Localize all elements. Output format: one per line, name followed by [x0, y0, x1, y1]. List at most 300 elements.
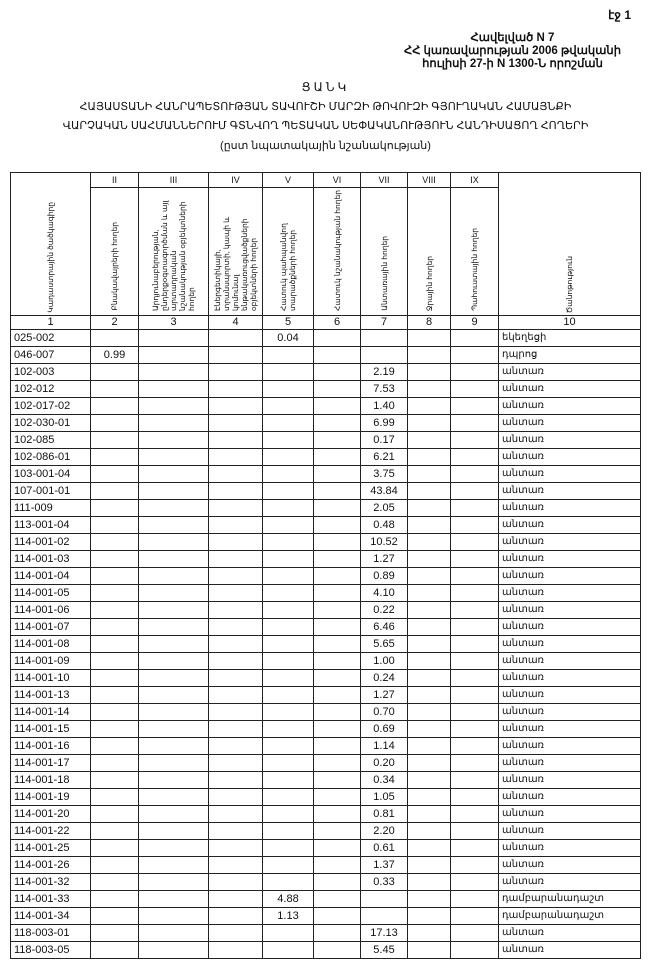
- area-cell: [408, 415, 451, 432]
- area-cell: [139, 432, 209, 449]
- roman-numeral-cell: VI: [314, 173, 361, 188]
- area-cell: [314, 619, 361, 636]
- table-row: [11, 874, 641, 891]
- area-cell: [408, 381, 451, 398]
- cadastral-code-cell: 114-001-03: [11, 551, 91, 568]
- area-cell: [263, 619, 314, 636]
- area-cell: [91, 381, 139, 398]
- area-cell: [451, 789, 499, 806]
- table-row: [11, 942, 641, 959]
- area-cell: [314, 925, 361, 942]
- land-table: [10, 172, 641, 959]
- page-number: էջ 1: [608, 8, 631, 22]
- area-cell: 1.14: [361, 738, 408, 755]
- area-cell: [263, 704, 314, 721]
- area-cell: [451, 908, 499, 925]
- area-cell: [139, 517, 209, 534]
- area-cell: 4.88: [263, 891, 314, 908]
- cadastral-code-cell: 114-001-08: [11, 636, 91, 653]
- roman-numeral-cell: VII: [361, 173, 408, 188]
- area-cell: [209, 364, 263, 381]
- note-cell: անտառ: [499, 925, 641, 942]
- area-cell: [314, 432, 361, 449]
- area-cell: [91, 789, 139, 806]
- area-cell: 2.05: [361, 500, 408, 517]
- area-cell: [451, 738, 499, 755]
- area-cell: [139, 585, 209, 602]
- annex-line-1: Հավելված N 7: [470, 32, 555, 44]
- area-cell: [314, 704, 361, 721]
- area-cell: [408, 398, 451, 415]
- area-cell: [314, 347, 361, 364]
- area-cell: [139, 874, 209, 891]
- area-cell: [139, 857, 209, 874]
- note-cell: անտառ: [499, 568, 641, 585]
- area-cell: [314, 381, 361, 398]
- title-line-1: ՀԱՅԱՍՏԱՆԻ ՀԱՆՐԱՊԵՏՈՒԹՅԱՆ ՏԱՎՈՒՇԻ ՄԱՐԶԻ ԹՈՎՈՒԶԻ ԳՅՈՒՂԱԿԱՆ ՀԱՄԱՅՆՔԻ: [79, 101, 572, 113]
- area-cell: [408, 653, 451, 670]
- area-cell: [209, 925, 263, 942]
- cadastral-code-cell: 114-001-18: [11, 772, 91, 789]
- area-cell: [314, 857, 361, 874]
- area-cell: [209, 772, 263, 789]
- area-cell: [408, 364, 451, 381]
- area-cell: [451, 772, 499, 789]
- area-cell: [314, 483, 361, 500]
- area-cell: [408, 568, 451, 585]
- area-cell: [263, 874, 314, 891]
- area-cell: [451, 602, 499, 619]
- cadastral-code-cell: 114-001-22: [11, 823, 91, 840]
- cadastral-code-cell: 046-007: [11, 347, 91, 364]
- note-cell: անտառ: [499, 687, 641, 704]
- area-cell: 6.21: [361, 449, 408, 466]
- area-cell: [314, 755, 361, 772]
- roman-numeral-cell: III: [139, 173, 209, 188]
- area-cell: [209, 789, 263, 806]
- column-header: [361, 188, 408, 316]
- table-row: [11, 466, 641, 483]
- area-cell: [91, 432, 139, 449]
- note-cell: անտառ: [499, 721, 641, 738]
- area-cell: [451, 653, 499, 670]
- area-cell: [91, 908, 139, 925]
- area-cell: 1.13: [263, 908, 314, 925]
- annex-line-3: հուլիսի 27-ի N 1300-Ն որոշման: [422, 58, 603, 70]
- area-cell: [408, 551, 451, 568]
- area-cell: [451, 415, 499, 432]
- area-cell: [263, 823, 314, 840]
- area-cell: [91, 942, 139, 959]
- cadastral-code-cell: 114-001-13: [11, 687, 91, 704]
- area-cell: [408, 908, 451, 925]
- note-cell: եկեղեցի: [499, 330, 641, 347]
- area-cell: [139, 347, 209, 364]
- area-cell: [209, 857, 263, 874]
- area-cell: [91, 925, 139, 942]
- area-cell: [139, 891, 209, 908]
- area-cell: [314, 636, 361, 653]
- area-cell: [361, 330, 408, 347]
- area-cell: [91, 568, 139, 585]
- area-cell: [139, 806, 209, 823]
- area-cell: [451, 925, 499, 942]
- cadastral-code-cell: 102-085: [11, 432, 91, 449]
- column-header-label: Հատուկ նշանակության հողեր: [332, 190, 342, 311]
- area-cell: [209, 381, 263, 398]
- area-cell: [314, 449, 361, 466]
- column-header-label: Էներգետիկայի, տրանսպորտի, կապի և կոմունալ ենթակառուցվածքների օբյեկտների հողեր: [213, 216, 258, 311]
- column-header-label: Արդյունաբերության, ընդերքօգտագործման և այլ արտադրական նշանակության օբյեկտների հողեր: [151, 200, 196, 311]
- area-cell: [314, 364, 361, 381]
- area-cell: [91, 398, 139, 415]
- cadastral-code-cell: 114-001-33: [11, 891, 91, 908]
- area-cell: [91, 755, 139, 772]
- area-cell: [91, 602, 139, 619]
- area-cell: [91, 415, 139, 432]
- area-cell: [408, 466, 451, 483]
- area-cell: [451, 857, 499, 874]
- column-number-row: [11, 316, 641, 330]
- area-cell: [209, 347, 263, 364]
- table-row: [11, 687, 641, 704]
- area-cell: [263, 364, 314, 381]
- area-cell: 7.53: [361, 381, 408, 398]
- note-cell: անտառ: [499, 823, 641, 840]
- cadastral-code-cell: 114-001-06: [11, 602, 91, 619]
- area-cell: [314, 891, 361, 908]
- area-cell: [451, 381, 499, 398]
- area-cell: [263, 534, 314, 551]
- note-cell: անտառ: [499, 874, 641, 891]
- cadastral-code-cell: 102-012: [11, 381, 91, 398]
- area-cell: [139, 568, 209, 585]
- area-cell: [263, 738, 314, 755]
- area-cell: [263, 840, 314, 857]
- area-cell: [451, 398, 499, 415]
- cadastral-code-cell: 114-001-07: [11, 619, 91, 636]
- area-cell: [139, 687, 209, 704]
- note-cell: անտառ: [499, 551, 641, 568]
- area-cell: [263, 942, 314, 959]
- note-cell: անտառ: [499, 483, 641, 500]
- area-cell: [408, 806, 451, 823]
- table-row: [11, 551, 641, 568]
- area-cell: [139, 364, 209, 381]
- area-cell: [408, 925, 451, 942]
- area-cell: [314, 585, 361, 602]
- area-cell: [91, 330, 139, 347]
- area-cell: [451, 806, 499, 823]
- area-cell: [314, 653, 361, 670]
- area-cell: [91, 806, 139, 823]
- roman-numeral-cell: VIII: [408, 173, 451, 188]
- area-cell: [91, 619, 139, 636]
- column-number: 3: [139, 316, 209, 330]
- area-cell: [139, 823, 209, 840]
- area-cell: [91, 585, 139, 602]
- area-cell: [314, 670, 361, 687]
- area-cell: 0.04: [263, 330, 314, 347]
- area-cell: 0.48: [361, 517, 408, 534]
- note-cell: անտառ: [499, 840, 641, 857]
- area-cell: [209, 585, 263, 602]
- area-cell: 5.65: [361, 636, 408, 653]
- area-cell: [408, 755, 451, 772]
- area-cell: [209, 874, 263, 891]
- note-cell: անտառ: [499, 432, 641, 449]
- area-cell: [451, 823, 499, 840]
- area-cell: [139, 381, 209, 398]
- area-cell: [209, 568, 263, 585]
- area-cell: [263, 415, 314, 432]
- table-row: [11, 415, 641, 432]
- table-row: [11, 755, 641, 772]
- table-row: [11, 806, 641, 823]
- area-cell: [451, 483, 499, 500]
- table-row: [11, 568, 641, 585]
- area-cell: [451, 330, 499, 347]
- area-cell: [91, 449, 139, 466]
- note-cell: անտառ: [499, 619, 641, 636]
- area-cell: [408, 483, 451, 500]
- cadastral-code-cell: 114-001-16: [11, 738, 91, 755]
- column-number: 4: [209, 316, 263, 330]
- area-cell: [408, 874, 451, 891]
- area-cell: 0.34: [361, 772, 408, 789]
- area-cell: [263, 381, 314, 398]
- title-line-2: ՎԱՐՉԱԿԱՆ ՍԱՀՄԱՆՆԵՐՈՒՄ ԳՏՆՎՈՂ ՊԵՏԱԿԱՆ ՍԵՓԱԿԱՆՈՒԹՅՈՒՆ ՀԱՆԴԻՍԱՑՈՂ ՀՈՂԵՐԻ: [62, 120, 589, 132]
- column-header: [451, 188, 499, 316]
- table-row: [11, 330, 641, 347]
- area-cell: 0.69: [361, 721, 408, 738]
- note-cell: անտառ: [499, 602, 641, 619]
- area-cell: [263, 585, 314, 602]
- area-cell: [209, 619, 263, 636]
- table-row: [11, 823, 641, 840]
- area-cell: [139, 619, 209, 636]
- area-cell: [408, 347, 451, 364]
- area-cell: [263, 806, 314, 823]
- column-header-label: Ծանոթություն: [565, 255, 574, 313]
- area-cell: [139, 483, 209, 500]
- area-cell: [263, 449, 314, 466]
- note-cell: անտառ: [499, 789, 641, 806]
- area-cell: [361, 347, 408, 364]
- document-subtitle: (ըստ նպատակային նշանակության): [220, 140, 431, 152]
- area-cell: [209, 891, 263, 908]
- cadastral-code-cell: 114-001-02: [11, 534, 91, 551]
- area-cell: [451, 449, 499, 466]
- area-cell: [209, 398, 263, 415]
- area-cell: [139, 908, 209, 925]
- area-cell: [209, 687, 263, 704]
- area-cell: [408, 891, 451, 908]
- area-cell: [263, 432, 314, 449]
- area-cell: [139, 466, 209, 483]
- area-cell: 1.37: [361, 857, 408, 874]
- area-cell: [408, 636, 451, 653]
- area-cell: [408, 687, 451, 704]
- area-cell: [263, 398, 314, 415]
- table-row: [11, 449, 641, 466]
- note-cell: անտառ: [499, 670, 641, 687]
- table-row: [11, 398, 641, 415]
- area-cell: [263, 755, 314, 772]
- column-number: 7: [361, 316, 408, 330]
- area-cell: 0.17: [361, 432, 408, 449]
- area-cell: [408, 602, 451, 619]
- area-cell: 2.19: [361, 364, 408, 381]
- area-cell: [139, 789, 209, 806]
- area-cell: [263, 670, 314, 687]
- area-cell: [209, 738, 263, 755]
- cadastral-code-cell: 113-001-04: [11, 517, 91, 534]
- area-cell: 0.89: [361, 568, 408, 585]
- note-cell: անտառ: [499, 772, 641, 789]
- cadastral-code-cell: 118-003-01: [11, 925, 91, 942]
- column-header: [314, 188, 361, 316]
- area-cell: 6.46: [361, 619, 408, 636]
- area-cell: [451, 636, 499, 653]
- area-cell: [209, 432, 263, 449]
- note-cell: անտառ: [499, 653, 641, 670]
- area-cell: [314, 415, 361, 432]
- table-row: [11, 636, 641, 653]
- area-cell: 17.13: [361, 925, 408, 942]
- area-cell: [408, 619, 451, 636]
- area-cell: [209, 517, 263, 534]
- area-cell: [361, 908, 408, 925]
- area-cell: [139, 330, 209, 347]
- area-cell: [451, 840, 499, 857]
- cadastral-code-cell: 114-001-09: [11, 653, 91, 670]
- roman-numeral-cell: IV: [209, 173, 263, 188]
- area-cell: [408, 517, 451, 534]
- area-cell: [139, 925, 209, 942]
- area-cell: [209, 636, 263, 653]
- area-cell: [314, 687, 361, 704]
- area-cell: [209, 330, 263, 347]
- cadastral-code-cell: 114-001-10: [11, 670, 91, 687]
- area-cell: [314, 789, 361, 806]
- area-cell: [139, 772, 209, 789]
- area-cell: [209, 840, 263, 857]
- area-cell: 1.05: [361, 789, 408, 806]
- area-cell: 0.20: [361, 755, 408, 772]
- area-cell: [314, 568, 361, 585]
- area-cell: [314, 398, 361, 415]
- roman-numeral-row: [11, 173, 641, 188]
- column-header: [139, 188, 209, 316]
- cadastral-code-cell: 114-001-15: [11, 721, 91, 738]
- area-cell: [91, 466, 139, 483]
- area-cell: [314, 721, 361, 738]
- table-row: [11, 483, 641, 500]
- note-cell: անտառ: [499, 415, 641, 432]
- document-title: [0, 98, 651, 136]
- area-cell: 0.33: [361, 874, 408, 891]
- area-cell: [139, 721, 209, 738]
- area-cell: [139, 534, 209, 551]
- cadastral-code-cell: 102-030-01: [11, 415, 91, 432]
- note-cell: անտառ: [499, 755, 641, 772]
- cadastral-code-cell: 114-001-25: [11, 840, 91, 857]
- column-header-label: Կադաստրային ծածկագիրը: [46, 202, 55, 313]
- area-cell: [451, 670, 499, 687]
- note-cell: դամբարանադաշտ: [499, 908, 641, 925]
- area-cell: [263, 789, 314, 806]
- area-cell: [314, 942, 361, 959]
- cadastral-code-cell: 114-001-20: [11, 806, 91, 823]
- area-cell: 3.75: [361, 466, 408, 483]
- table-row: [11, 534, 641, 551]
- area-cell: [91, 670, 139, 687]
- area-cell: [263, 602, 314, 619]
- roman-numeral-cell: II: [91, 173, 139, 188]
- area-cell: [263, 653, 314, 670]
- area-cell: [139, 755, 209, 772]
- cadastral-code-cell: 114-001-04: [11, 568, 91, 585]
- area-cell: [209, 755, 263, 772]
- area-cell: [139, 636, 209, 653]
- area-cell: 1.40: [361, 398, 408, 415]
- note-cell: անտառ: [499, 449, 641, 466]
- area-cell: [209, 483, 263, 500]
- area-cell: [263, 772, 314, 789]
- area-cell: [451, 891, 499, 908]
- area-cell: [139, 670, 209, 687]
- area-cell: [451, 585, 499, 602]
- area-cell: [91, 483, 139, 500]
- area-cell: [408, 840, 451, 857]
- note-cell: անտառ: [499, 398, 641, 415]
- area-cell: [451, 364, 499, 381]
- area-cell: [314, 330, 361, 347]
- area-cell: [408, 704, 451, 721]
- area-cell: [408, 534, 451, 551]
- area-cell: [263, 466, 314, 483]
- area-cell: [263, 517, 314, 534]
- column-header: [408, 188, 451, 316]
- area-cell: [209, 806, 263, 823]
- area-cell: [451, 551, 499, 568]
- note-cell: անտառ: [499, 636, 641, 653]
- note-cell: անտառ: [499, 942, 641, 959]
- area-cell: [209, 415, 263, 432]
- area-cell: [91, 636, 139, 653]
- area-cell: [139, 415, 209, 432]
- cadastral-code-cell: 111-009: [11, 500, 91, 517]
- area-cell: 0.24: [361, 670, 408, 687]
- note-cell: անտառ: [499, 738, 641, 755]
- note-cell: անտառ: [499, 364, 641, 381]
- cadastral-code-cell: 025-002: [11, 330, 91, 347]
- table-row: [11, 891, 641, 908]
- table-row: [11, 653, 641, 670]
- cadastral-code-cell: 114-001-05: [11, 585, 91, 602]
- area-cell: 1.27: [361, 687, 408, 704]
- area-cell: [451, 942, 499, 959]
- note-cell: անտառ: [499, 534, 641, 551]
- area-cell: [451, 874, 499, 891]
- cadastral-code-cell: 114-001-19: [11, 789, 91, 806]
- area-cell: [314, 840, 361, 857]
- area-cell: [314, 738, 361, 755]
- area-cell: [451, 432, 499, 449]
- area-cell: [139, 449, 209, 466]
- table-row: [11, 602, 641, 619]
